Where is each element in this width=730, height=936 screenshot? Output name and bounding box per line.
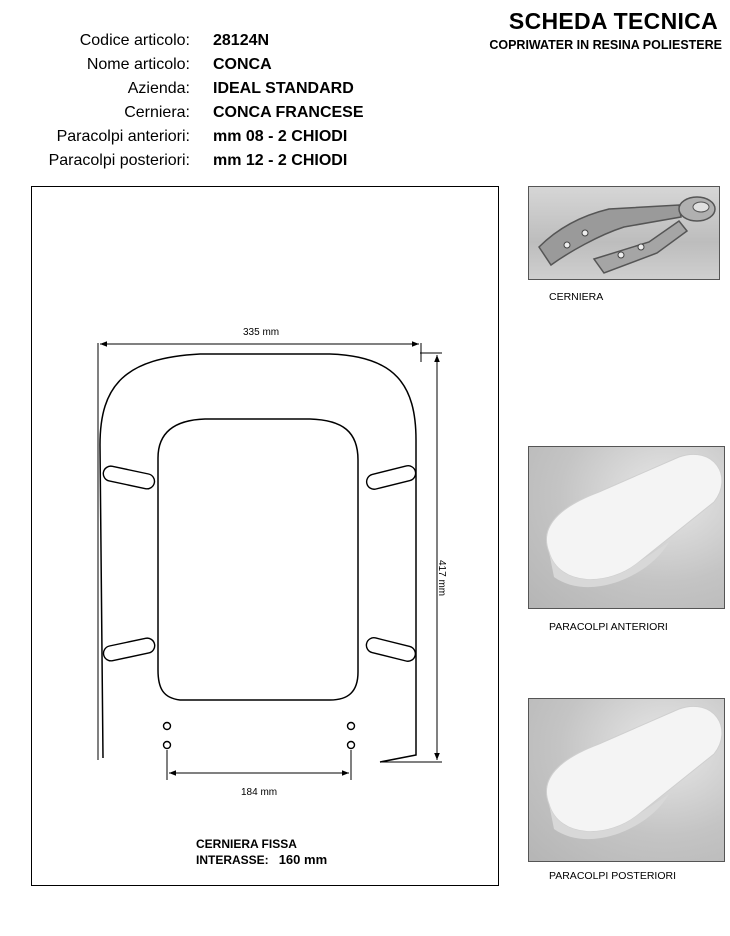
interasse-label: INTERASSE:: [196, 853, 269, 867]
sheet-title: SCHEDA TECNICA: [508, 8, 718, 34]
interasse-value: 160 mm: [278, 852, 328, 867]
width-label: 335 mm: [243, 327, 280, 338]
spec-value-front-bumpers: mm 08 - 2 CHIODI: [213, 128, 348, 145]
spec-value-company: IDEAL STANDARD: [213, 80, 354, 97]
seat-opening: [158, 419, 358, 700]
spec-label-company: Azienda:: [127, 80, 190, 97]
front-bumper-caption: PARACOLPI ANTERIORI: [549, 621, 668, 633]
width-dimension: [98, 343, 421, 760]
spec-label-name: Nome articolo:: [86, 56, 190, 73]
hinge-holes: [164, 723, 355, 749]
hinge-photo: [528, 186, 720, 280]
spec-label-code: Codice articolo:: [79, 32, 190, 49]
spec-value-name: CONCA: [213, 56, 272, 73]
hinge-icon: [529, 187, 720, 280]
height-dimension: [380, 353, 442, 762]
rear-bumper-photo: [528, 698, 725, 862]
sheet-subtitle: COPRIWATER IN RESINA POLIESTERE: [489, 38, 722, 52]
height-label: 417 mm: [436, 560, 447, 597]
front-bumper-photo: [528, 446, 725, 609]
rear-bumper-caption: PARACOLPI POSTERIORI: [549, 870, 676, 882]
hinge-caption: CERNIERA: [549, 291, 604, 303]
seat-outline: [100, 354, 416, 762]
spec-value-hinge: CONCA FRANCESE: [213, 104, 364, 121]
holes-label: 184 mm: [241, 787, 278, 798]
bumper-slots: [102, 464, 417, 663]
front-bumper-icon: [529, 447, 725, 609]
spec-label-front-bumpers: Paracolpi anteriori:: [56, 128, 190, 145]
spec-label-hinge: Cerniera:: [124, 104, 190, 121]
interasse-note: [196, 852, 327, 868]
holes-dimension: [167, 750, 351, 780]
spec-value-rear-bumpers: mm 12 - 2 CHIODI: [213, 152, 348, 169]
spec-label-rear-bumpers: Paracolpi posteriori:: [48, 152, 190, 169]
hinge-type-note: CERNIERA FISSA: [196, 837, 297, 851]
rear-bumper-icon: [529, 699, 725, 862]
spec-value-code: 28124N: [213, 32, 270, 49]
